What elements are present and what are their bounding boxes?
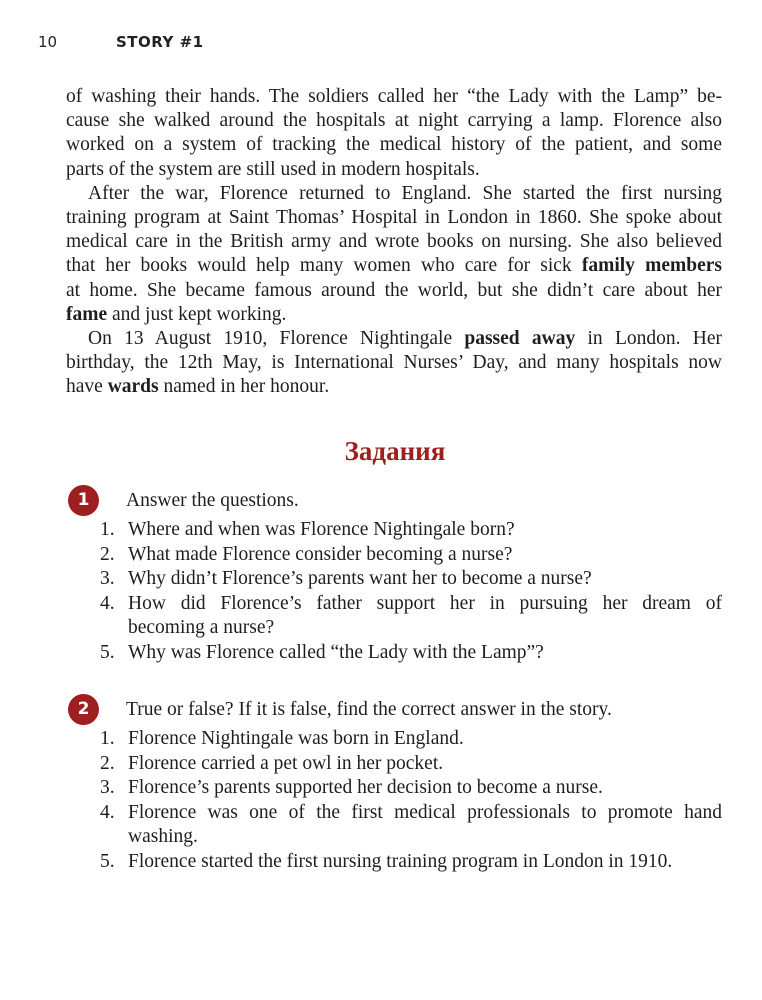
text-run: have <box>66 376 108 398</box>
list-item-text: Florence carried a pet owl in her pocket. <box>128 752 444 774</box>
list-item-text: washing. <box>128 826 198 847</box>
text-run: in London. Her <box>575 328 722 349</box>
paragraph-line <box>66 158 722 182</box>
text-run: On 13 August 1910, Florence Nightingale <box>88 328 465 349</box>
paragraph-line <box>66 133 722 157</box>
text-run: that her books would help many women who care for sick <box>66 255 582 277</box>
list-item-text: Why didn’t Florence’s parents want her to become a nurse? <box>128 568 592 589</box>
text-run: at home. She became famous around the world, but she didn’t care about her <box>66 279 722 301</box>
item-number: 4. <box>100 592 115 614</box>
text-run: worked on a system of tracking the medical history of the patient, and some <box>66 134 722 156</box>
paragraph-line <box>66 230 722 254</box>
paragraph-line <box>66 206 722 230</box>
task-number-badge: 1 <box>68 485 99 516</box>
list-item-text: What made Florence consider becoming a nurse? <box>128 543 513 565</box>
item-number: 1. <box>100 519 115 540</box>
task-number-badge: 2 <box>68 694 99 725</box>
text-run: training program at Saint Thomas’ Hospital in London in 1860. She spoke about <box>66 207 722 228</box>
item-number: 2. <box>100 543 115 565</box>
tasks-heading: Задания <box>344 436 446 466</box>
glossary-term: wards <box>107 376 159 398</box>
item-number: 5. <box>100 641 115 663</box>
list-item-text: Florence’s parents supported her decision to become a nurse. <box>128 777 603 798</box>
paragraph-line <box>66 303 722 327</box>
list-item-text: Where and when was Florence Nightingale born? <box>128 519 515 540</box>
item-number: 1. <box>100 728 115 749</box>
glossary-term: fame <box>66 303 108 325</box>
list-item-text: Florence Nightingale was born in England. <box>128 728 464 749</box>
item-number: 4. <box>100 801 115 823</box>
text-run: parts of the system are still used in modern hospitals. <box>66 158 480 180</box>
glossary-term: family members <box>581 255 722 277</box>
item-number: 2. <box>100 752 115 774</box>
paragraph-line <box>66 85 722 109</box>
page-number: 10 <box>38 33 58 51</box>
task-instruction: True or false? If it is false, find the correct answer in the story. <box>126 699 612 720</box>
item-number: 5. <box>100 850 115 872</box>
list-item-text: How did Florence’s father support her in pursuing her dream of <box>128 592 722 614</box>
text-run: and just kept working. <box>107 303 287 325</box>
text-run: birthday, the 12th May, is International Nurses’ Day, and many hospitals now <box>66 352 722 374</box>
paragraph-line <box>66 279 722 303</box>
text-run: cause she walked around the hospitals at night carrying a lamp. Florence also <box>66 110 722 132</box>
paragraph-line <box>88 327 722 351</box>
list-item-text: Why was Florence called “the Lady with the Lamp”? <box>128 641 544 663</box>
paragraph-line <box>66 109 722 133</box>
paragraph-line <box>88 182 722 206</box>
item-number: 3. <box>100 777 115 798</box>
list-item-text: Florence started the first nursing training program in London in 1910. <box>128 850 673 872</box>
paragraph-line <box>66 351 722 375</box>
text-run: After the war, Florence returned to England. She started the first nursing <box>88 182 722 204</box>
text-run: of washing their hands. The soldiers called her “the Lady with the Lamp” be- <box>66 86 722 107</box>
list-item-text: becoming a nurse? <box>128 617 275 638</box>
glossary-term: passed away <box>464 328 576 349</box>
paragraph-line <box>66 254 722 278</box>
item-number: 3. <box>100 568 115 589</box>
list-item-text: Florence was one of the first medical professionals to promote hand <box>128 801 722 823</box>
paragraph-line <box>66 375 722 399</box>
running-header: STORY #1 <box>116 33 204 51</box>
text-run: named in her honour. <box>158 376 330 398</box>
task-instruction: Answer the questions. <box>126 490 299 511</box>
text-run: medical care in the British army and wrote books on nursing. She also believed <box>66 231 722 253</box>
